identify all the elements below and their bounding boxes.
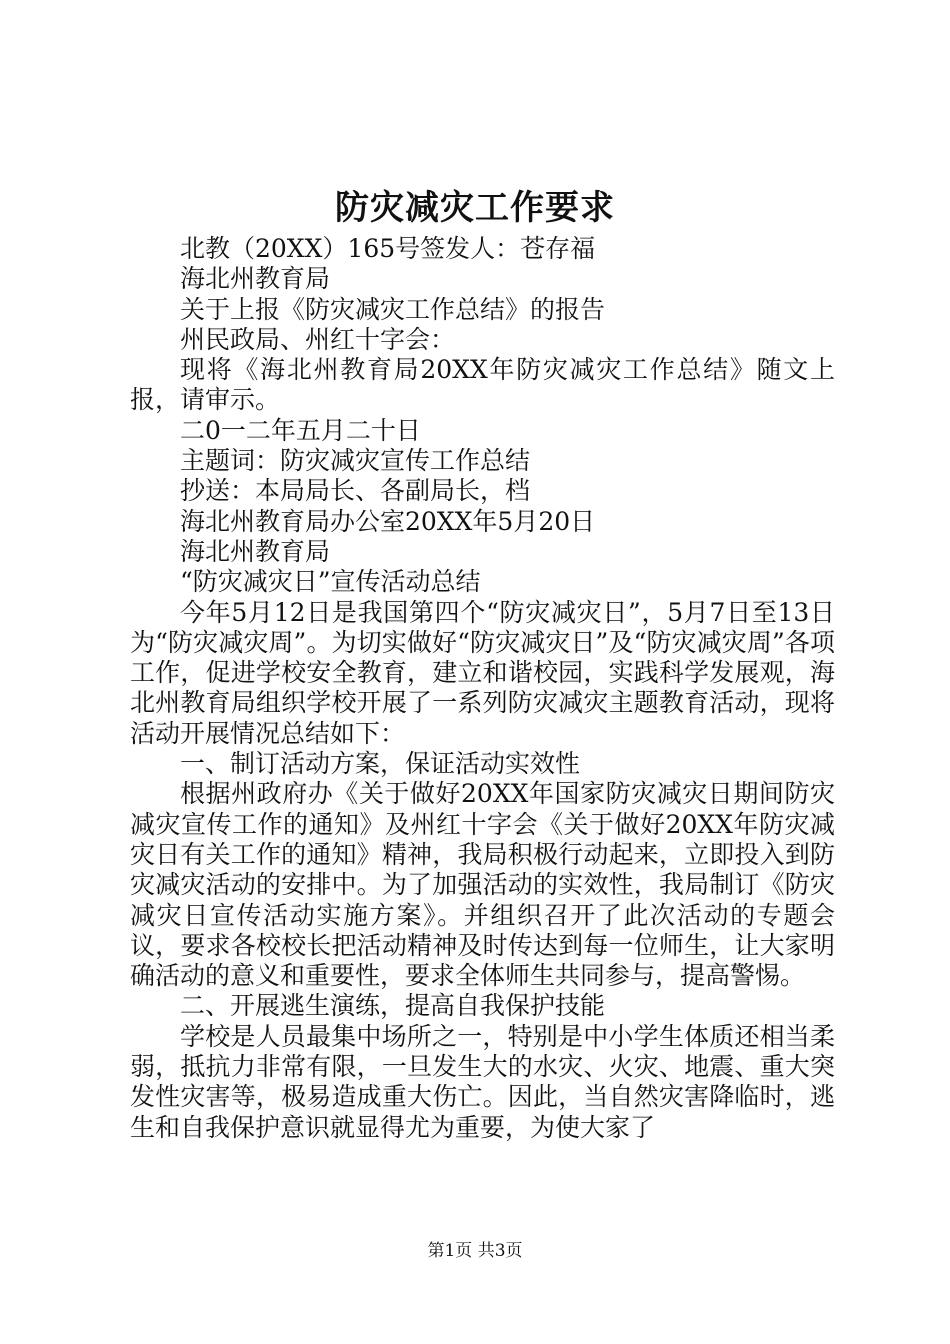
keywords-line: 主题词：防灾减灾宣传工作总结 [180,446,531,476]
office-date-line: 海北州教育局办公室20XX年5月20日 [180,506,596,536]
issuer-line: 海北州教育局 [180,264,331,294]
intro-paragraph: 今年5月12日是我国第四个“防灾减灾日”，5月7日至13日为“防灾减灾周”。为切实做好“防灾减灾日”及“防灾减灾周”各项工作，促进学校安全教育，建立和谐校园，实践科学发展观，海北州教育局组织学校开展了一系列防灾减灾主题教育活动，现将活动开展情况总结如下： [130,597,835,748]
cc-line: 抄送：本局局长、各副局长，档 [180,476,531,506]
document-title: 防灾减灾工作要求 [335,188,615,228]
section-paragraph-2: 学校是人员最集中场所之一，特别是中小学生体质还相当柔弱，抵抗力非常有限，一旦发生大的水灾、火灾、地震、重大突发性灾害等，极易造成重大伤亡。因此，当自然灾害降临时，逃生和自我保护意识就显得尤为重要，为使大家了 [130,1021,835,1142]
doc-number-line: 北教（20XX）165号签发人：苍存福 [180,234,596,263]
issuer-line-2: 海北州教育局 [180,536,331,566]
section-paragraph-1: 根据州政府办《关于做好20XX年国家防灾减灾日期间防灾减灾宣传工作的通知》及州红十字会《关于做好20XX年防灾减灾日有关工作的通知》精神，我局积极行动起来，立即投入到防灾减灾活动的安排中。为了加强活动的实效性，我局制订《防灾减灾日宣传活动实施方案》。并组织召开了此次活动的专题会议，要求各校校长把活动精神及时传达到每一位师生，让大家明确活动的意义和重要性，要求全体师生共同参与，提高警惕。 [130,779,835,991]
section-heading-1: 一、制订活动方案，保证活动实效性 [180,749,581,779]
document-body [130,234,835,1143]
report-body-paragraph: 现将《海北州教育局20XX年防灾减灾工作总结》随文上报，请审示。 [130,355,835,415]
page-number-footer: 第1页 共3页 [427,1241,523,1261]
date-line: 二0一二年五月二十日 [180,415,421,445]
report-subject-line: 关于上报《防灾减灾工作总结》的报告 [180,294,606,324]
section-heading-2: 二、开展逃生演练，提高自我保护技能 [180,991,606,1021]
summary-heading: “防灾减灾日”宣传活动总结 [180,567,481,597]
recipients-line: 州民政局、州红十字会： [180,324,456,354]
